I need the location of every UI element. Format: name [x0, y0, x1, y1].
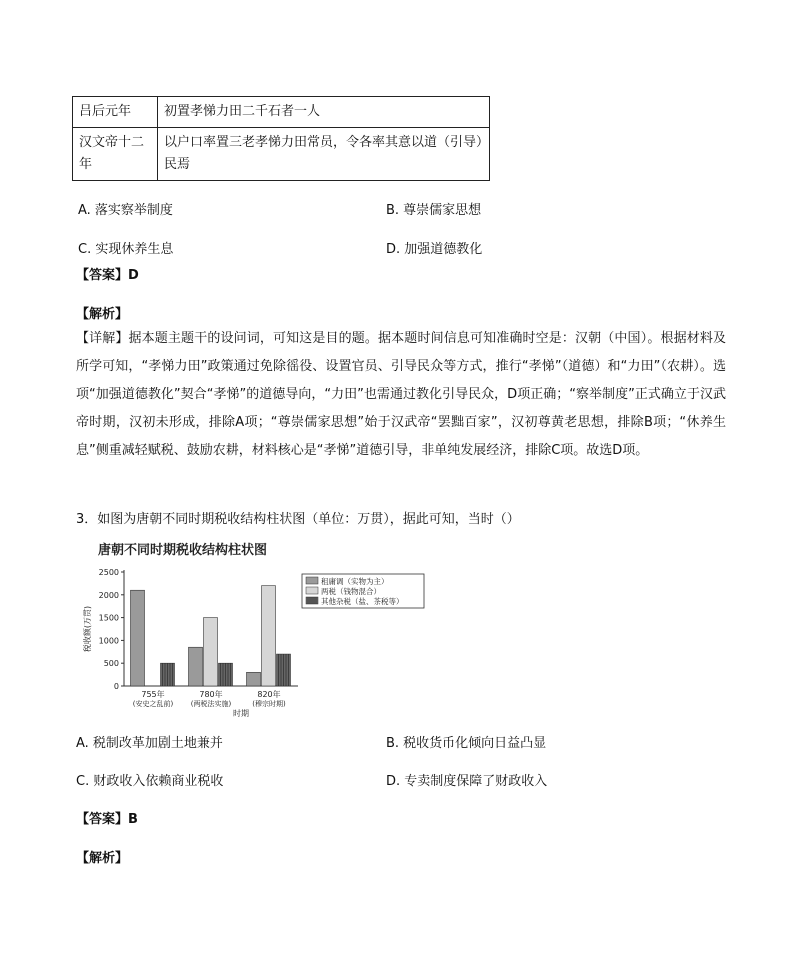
- x-axis-label: 时期: [233, 709, 249, 718]
- x-tick-label: 780年: [199, 690, 223, 699]
- legend-label: 租庸调（实物为主）: [321, 577, 389, 586]
- x-tick-label: 820年: [257, 690, 281, 699]
- bar-tax-b: [204, 618, 218, 686]
- table-cell-content: 初置孝悌力田二千石者一人: [158, 97, 490, 128]
- q2-analysis-label: 【解析】: [76, 307, 129, 322]
- x-tick-note: (穆宗时期): [252, 700, 286, 708]
- answer-value: D: [128, 268, 139, 283]
- answer-value: B: [128, 812, 138, 827]
- tax-structure-chart: [76, 536, 436, 724]
- q3-option-d: D. 专卖制度保障了财政收入: [386, 774, 548, 789]
- table-cell-content: 以户口率置三老孝悌力田常员，令各率其意以道（引导）民焉: [158, 128, 490, 181]
- policy-table: [72, 96, 490, 181]
- legend-label: 其他杂税（盐、茶税等）: [321, 597, 404, 606]
- y-tick-label: 1500: [98, 613, 119, 623]
- x-tick-label: 755年: [141, 690, 165, 699]
- y-tick-label: 2000: [98, 590, 119, 600]
- y-tick-label: 2500: [98, 568, 119, 577]
- bar-tax-a: [247, 672, 261, 686]
- answer-label: 【答案】: [76, 268, 129, 283]
- bar-tax-a: [189, 647, 203, 686]
- x-tick-note: (两税法实施): [190, 700, 232, 708]
- legend-swatch: [306, 587, 318, 594]
- q3-option-b: B. 税收货币化倾向日益凸显: [386, 736, 547, 751]
- table-row: [73, 128, 490, 181]
- y-axis-label: 税收额(万贯): [83, 605, 92, 653]
- y-tick-label: 1000: [98, 636, 119, 646]
- table-cell-period: 汉文帝十二年: [73, 128, 158, 181]
- q2-option-a: A. 落实察举制度: [78, 203, 173, 218]
- y-tick-label: 0: [113, 682, 119, 691]
- legend-swatch: [306, 577, 318, 584]
- q3-analysis-label: 【解析】: [76, 851, 129, 866]
- x-tick-note: (安史之乱前): [132, 700, 174, 708]
- q2-detail-paragraph: 【详解】据本题主题干的设问词，可知这是目的题。据本题时间信息可知准确时空是：汉朝（中国）。根据材料及所学可知，“孝悌力田”政策通过免除徭役、设置官员、引导民众等方式，推行“孝悌”（道德）和“力田”（农耕）。选项“加强道德教化”契合“孝悌”的道德导向，“力田”也需通过教化引导民众，D项正确；“察举制度”正式确立于汉武帝时期，汉初未形成，排除A项；“尊崇儒家思想”始于汉武帝“罢黜百家”，汉初尊黄老思想，排除B项；“休养生息”侧重减轻赋税、鼓励农耕，材料核心是“孝悌”道德引导，非单纯发展经济，排除C项。故选D项。: [76, 331, 726, 458]
- bar-tax-b: [262, 586, 276, 686]
- answer-label: 【答案】: [76, 812, 129, 827]
- y-tick-label: 500: [103, 659, 119, 669]
- q3-option-c: C. 财政收入依赖商业税收: [76, 774, 224, 789]
- q2-option-c: C. 实现休养生息: [78, 242, 174, 257]
- q2-answer: [76, 264, 139, 283]
- table-cell-period: 吕后元年: [73, 97, 158, 128]
- q2-option-d: D. 加强道德教化: [386, 242, 483, 257]
- table-row: [73, 97, 490, 128]
- legend-label: 两税（钱物混合）: [321, 587, 381, 596]
- q3-stem: 3．如图为唐朝不同时期税收结构柱状图（单位：万贯），据此可知，当时（）: [76, 512, 520, 527]
- q3-option-a: A. 税制改革加剧土地兼并: [76, 736, 223, 751]
- q3-answer: [76, 808, 138, 827]
- bar-tax-a: [131, 590, 145, 686]
- q2-option-b: B. 尊崇儒家思想: [386, 203, 482, 218]
- chart-title: 唐朝不同时期税收结构柱状图: [98, 543, 268, 558]
